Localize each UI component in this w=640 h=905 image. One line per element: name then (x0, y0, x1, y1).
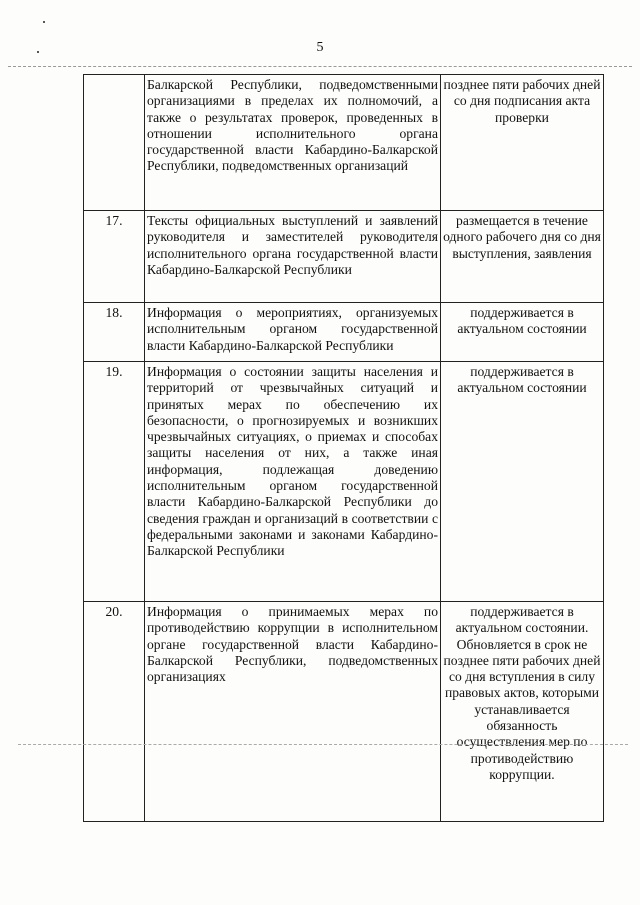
table-row (84, 303, 604, 362)
scan-speck (43, 21, 45, 23)
disclosure-table (83, 74, 604, 822)
table-row (84, 362, 604, 602)
table-row (84, 75, 604, 211)
row-term: поддерживается в актуальном состоянии. Обновляется в срок не позднее пяти рабочих дней со дня вступления в силу правовых актов, которыми устанавливается обязанность осуществления мер по противодействию коррупции. (441, 602, 604, 822)
scan-fold-line (18, 744, 628, 745)
row-term: поддерживается в актуальном состоянии (441, 303, 604, 362)
table-row (84, 211, 604, 303)
row-term: позднее пяти рабочих дней со дня подписания акта проверки (441, 75, 604, 211)
row-number (84, 75, 145, 211)
row-term: размещается в течение одного рабочего дня со дня выступления, заявления (441, 211, 604, 303)
row-description: Тексты официальных выступлений и заявлений руководителя и заместителей руководителя исполнительного органа государственной власти Кабардино-Балкарской Республики (145, 211, 441, 303)
row-description: Балкарской Республики, подведомственными организациями в пределах их полномочий, а также о результатах проверок, проведенных в отношении исполнительного органа государственной власти Кабардино-Балкарской Республики, подведомственных организаций (145, 75, 441, 211)
row-term: поддерживается в актуальном состоянии (441, 362, 604, 602)
top-divider (8, 66, 632, 67)
row-description: Информация о принимаемых мерах по противодействию коррупции в исполнительном органе государственной власти Кабардино-Балкарской Республики, подведомственных организациях (145, 602, 441, 822)
page-number: 5 (316, 40, 324, 55)
row-number: 19. (84, 362, 145, 602)
row-number: 18. (84, 303, 145, 362)
row-number: 20. (84, 602, 145, 822)
row-description: Информация о состоянии защиты населения и территорий от чрезвычайных ситуаций и принятых мерах по обеспечению их безопасности, о прогнозируемых и возникших чрезвычайных ситуациях, о приемах и способах защиты населения от них, а также иная информация, подлежащая доведению исполнительным органом государственной власти Кабардино-Балкарской Республики до сведения граждан и организаций в соответствии с федеральными законами и законами Кабардино-Балкарской Республики (145, 362, 441, 602)
table-row (84, 602, 604, 822)
scan-speck (37, 51, 39, 53)
row-number: 17. (84, 211, 145, 303)
row-description: Информация о мероприятиях, организуемых исполнительным органом государственной власти Кабардино-Балкарской Республики (145, 303, 441, 362)
